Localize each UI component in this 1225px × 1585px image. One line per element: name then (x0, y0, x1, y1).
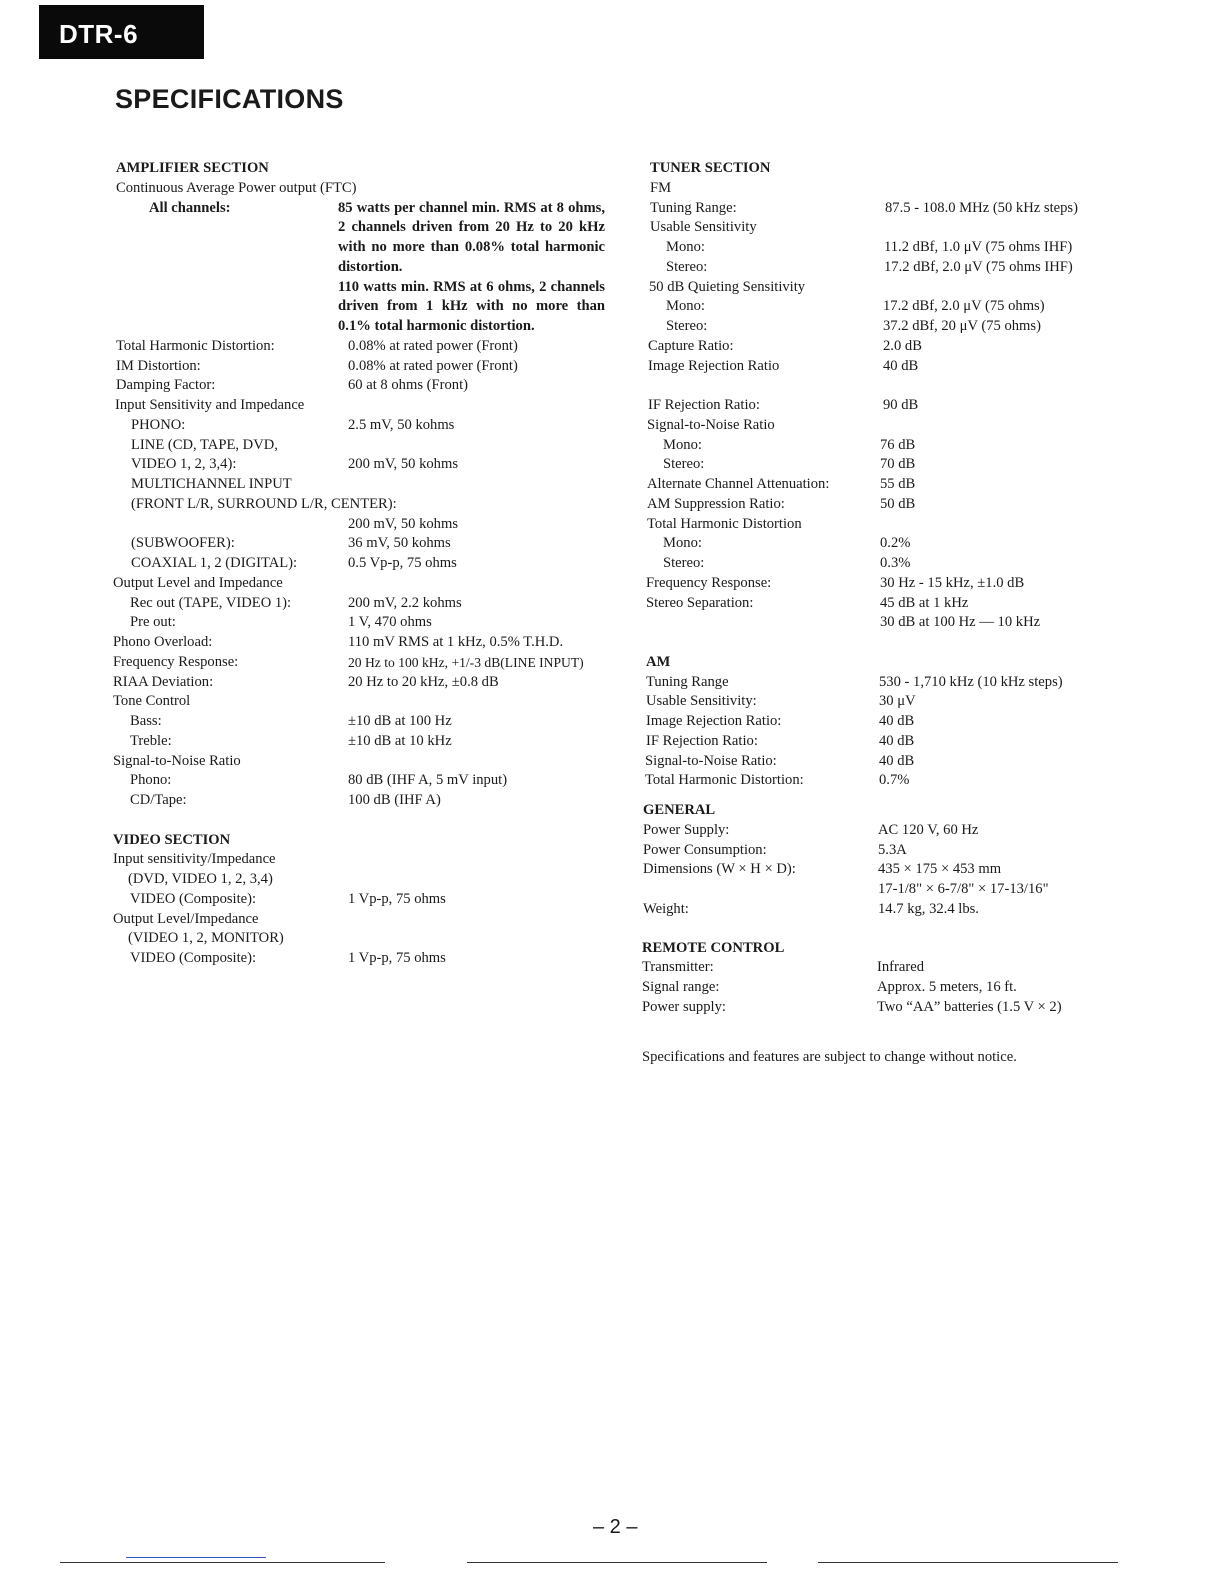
quieting-label: 50 dB Quieting Sensitivity (649, 278, 806, 295)
spec-row (643, 821, 1116, 841)
coaxial-label: COAXIAL 1, 2 (DIGITAL): (131, 555, 298, 571)
signal-range-value: Approx. 5 meters, 16 ft. (877, 979, 1017, 995)
spec-row (113, 416, 613, 436)
am-heading: AM (646, 653, 671, 670)
spec-row (646, 534, 1116, 554)
power-supply-value: AC 120 V, 60 Hz (878, 821, 979, 838)
tuner-snr-mono-value: 76 dB (880, 436, 916, 453)
tuner-snr-stereo-value: 70 dB (880, 456, 916, 473)
left-column (113, 159, 613, 969)
remote-heading: REMOTE CONTROL (642, 939, 785, 956)
spec-row (646, 317, 1116, 337)
am-suppression-value: 50 dB (880, 495, 916, 512)
spec-row (642, 978, 1116, 998)
spec-row (646, 199, 1116, 219)
spec-row (646, 436, 1116, 456)
amplifier-heading-row (113, 159, 613, 179)
spec-row (113, 455, 613, 475)
spec-row (113, 653, 613, 673)
remote-heading-row (642, 939, 1116, 959)
spec-row (113, 376, 613, 396)
spec-row (646, 416, 1116, 436)
tuner-heading-row (646, 159, 1116, 179)
snr-label: Signal-to-Noise Ratio (113, 752, 241, 769)
spec-row (646, 880, 1116, 900)
spec-row (646, 732, 1116, 752)
weight-label: Weight: (643, 900, 689, 917)
line-label: LINE (CD, TAPE, DVD, (131, 436, 278, 453)
phono-label: PHONO: (131, 416, 186, 433)
spec-row (113, 337, 613, 357)
spec-row (646, 594, 1116, 614)
spec-row (646, 613, 1116, 633)
fm-tuning-range-label: Tuning Range: (650, 199, 737, 216)
video-heading-row (113, 831, 613, 851)
spec-row (646, 297, 1116, 317)
subwoofer-label: (SUBWOOFER): (131, 535, 235, 552)
tuner-freq-value: 30 Hz - 15 kHz, ±1.0 dB (880, 574, 1025, 591)
alt-channel-label: Alternate Channel Attenuation: (647, 476, 830, 492)
spec-row (113, 870, 613, 890)
remote-power-label: Power supply: (642, 998, 726, 1015)
footer-rule (60, 1562, 385, 1563)
spec-row (113, 357, 613, 377)
am-heading-row (646, 653, 1116, 673)
treble-value: ±10 dB at 10 kHz (348, 732, 452, 749)
spec-row (113, 396, 613, 416)
phono-overload-value: 110 mV RMS at 1 kHz, 0.5% T.H.D. (348, 634, 564, 650)
tuner-thd-mono-value: 0.2% (880, 535, 911, 552)
spec-row (113, 534, 613, 554)
thd-label: Total Harmonic Distortion: (116, 337, 275, 354)
freq-response-value: 20 Hz to 100 kHz, +1/-3 dB(LINE INPUT) (348, 654, 584, 670)
stereo-separation-label: Stereo Separation: (646, 594, 754, 611)
phono-overload-label: Phono Overload: (113, 634, 213, 650)
spec-row (113, 594, 613, 614)
dimensions-label: Dimensions (W × H × D): (643, 861, 796, 878)
tuner-snr-mono-label: Mono: (663, 436, 702, 453)
spec-row (646, 337, 1116, 357)
tuner-thd-stereo-value: 0.3% (880, 555, 911, 571)
power-output-label: Continuous Average Power output (FTC) (116, 179, 357, 196)
am-tuning-range-value: 530 - 1,710 kHz (10 kHz steps) (879, 673, 1063, 690)
dimensions-value-imperial: 17-1/8" × 6-7/8" × 17-13/16" (878, 881, 1049, 897)
am-image-value: 40 dB (879, 713, 915, 729)
tuner-snr-label: Signal-to-Noise Ratio (647, 416, 775, 433)
rec-out-label: Rec out (TAPE, VIDEO 1): (130, 594, 292, 611)
video-input-value: 200 mV, 50 kohms (348, 456, 459, 473)
spec-row (113, 554, 613, 574)
tuner-thd-label: Total Harmonic Distortion (647, 515, 802, 532)
am-usable-value: 30 μV (879, 693, 916, 710)
page-title: SPECIFICATIONS (115, 84, 344, 114)
spec-row (643, 900, 1116, 920)
spec-row (646, 278, 1116, 298)
front-surround-label: (FRONT L/R, SURROUND L/R, CENTER): (131, 495, 397, 512)
power-spec-block (113, 199, 613, 337)
signal-range-label: Signal range: (642, 979, 720, 995)
capture-ratio-value: 2.0 dB (883, 337, 922, 354)
weight-value: 14.7 kg, 32.4 lbs. (878, 900, 979, 917)
coaxial-value: 0.5 Vp-p, 75 ohms (348, 555, 457, 571)
snr-cd-label: CD/Tape: (130, 792, 187, 808)
rec-out-value: 200 mV, 2.2 kohms (348, 594, 462, 611)
spec-row (646, 692, 1116, 712)
alt-channel-value: 55 dB (880, 476, 916, 492)
spec-row (113, 475, 613, 495)
imd-label: IM Distortion: (116, 357, 201, 374)
power-consumption-value: 5.3A (878, 841, 907, 858)
front-surround-value: 200 mV, 50 kohms (348, 515, 459, 532)
spec-row (113, 574, 613, 594)
power-rating-85w: 85 watts per channel min. RMS at 8 ohms, 2 channels driven from 20 Hz to 20 kHz with no more than 0.08% total harmonic distortion. (338, 199, 605, 275)
bass-label: Bass: (130, 713, 162, 729)
fm-tuning-range-value: 87.5 - 108.0 MHz (50 kHz steps) (885, 199, 1078, 216)
spec-row (113, 949, 613, 969)
video-input-sensitivity-label: Input sensitivity/Impedance (113, 851, 276, 868)
fm-label: FM (650, 179, 672, 196)
dimensions-value-metric: 435 × 175 × 453 mm (878, 861, 1002, 878)
image-rejection-label: Image Rejection Ratio (648, 357, 780, 374)
spec-row (113, 436, 613, 456)
am-tuning-range-label: Tuning Range (646, 673, 729, 690)
spec-row (646, 574, 1116, 594)
spec-row (113, 495, 613, 515)
general-heading-row (643, 801, 1116, 821)
tuner-thd-mono-label: Mono: (663, 535, 702, 552)
stereo-separation-value-1: 45 dB at 1 kHz (880, 594, 969, 611)
video-output-label: Output Level/Impedance (113, 910, 259, 927)
spec-row (646, 258, 1116, 278)
if-rejection-value: 90 dB (883, 397, 919, 413)
video-input-composite-label: VIDEO (Composite): (130, 890, 257, 907)
power-rating-text (338, 199, 605, 337)
spec-row (113, 752, 613, 772)
spec-row (646, 455, 1116, 475)
thd-value: 0.08% at rated power (Front) (348, 337, 518, 354)
tuner-heading: TUNER SECTION (650, 160, 771, 176)
page-number: – 2 – (593, 1516, 638, 1538)
quieting-mono-label: Mono: (666, 298, 705, 315)
riaa-label: RIAA Deviation: (113, 673, 214, 690)
phono-value: 2.5 mV, 50 kohms (348, 416, 455, 433)
tuner-thd-stereo-label: Stereo: (663, 555, 705, 571)
output-level-label: Output Level and Impedance (113, 574, 283, 591)
video-input-sources: (DVD, VIDEO 1, 2, 3,4) (128, 871, 273, 887)
transmitter-label: Transmitter: (642, 959, 714, 976)
spec-row (113, 929, 613, 949)
spec-row (113, 910, 613, 930)
video-output-sources: (VIDEO 1, 2, MONITOR) (128, 930, 284, 947)
am-thd-value: 0.7% (879, 772, 910, 789)
general-heading: GENERAL (643, 802, 716, 818)
treble-label: Treble: (130, 732, 172, 749)
spec-row (113, 673, 613, 693)
quieting-stereo-label: Stereo: (666, 318, 708, 334)
usable-mono-label: Mono: (666, 239, 705, 255)
am-if-value: 40 dB (879, 732, 915, 749)
am-usable-label: Usable Sensitivity: (646, 693, 757, 710)
spec-row (113, 791, 613, 811)
footer-rule (467, 1562, 767, 1563)
spec-row (113, 850, 613, 870)
footer-link-underline (126, 1557, 266, 1558)
spec-row (113, 732, 613, 752)
tuner-freq-label: Frequency Response: (646, 574, 772, 591)
spec-row (646, 554, 1116, 574)
imd-value: 0.08% at rated power (Front) (348, 357, 518, 374)
am-snr-label: Signal-to-Noise Ratio: (645, 752, 777, 769)
spec-row (646, 179, 1116, 199)
input-sensitivity-label: Input Sensitivity and Impedance (115, 397, 305, 413)
power-output-row (113, 179, 613, 199)
usable-mono-value: 11.2 dBf, 1.0 μV (75 ohms IHF) (884, 239, 1073, 255)
spec-row (646, 238, 1116, 258)
damping-label: Damping Factor: (116, 377, 216, 394)
model-name: DTR-6 (59, 19, 139, 49)
snr-phono-value: 80 dB (IHF A, 5 mV input) (348, 772, 508, 789)
power-rating-110w: 110 watts min. RMS at 6 ohms, 2 channels driven from 1 kHz with no more than 0.1% total harmonic distortion. (338, 278, 605, 334)
power-supply-label: Power Supply: (643, 821, 730, 838)
usable-sensitivity-label: Usable Sensitivity (650, 219, 757, 236)
spec-row (113, 515, 613, 535)
footer-rule (818, 1562, 1118, 1563)
spec-row (113, 890, 613, 910)
tuner-snr-stereo-label: Stereo: (663, 456, 705, 473)
spec-row (113, 692, 613, 712)
spec-row (646, 673, 1116, 693)
pre-out-label: Pre out: (130, 614, 176, 631)
right-column (642, 159, 1116, 1018)
transmitter-value: Infrared (877, 959, 924, 976)
spec-row (646, 396, 1116, 416)
model-badge (39, 5, 204, 59)
bass-value: ±10 dB at 100 Hz (348, 713, 452, 729)
snr-phono-label: Phono: (130, 772, 172, 789)
spec-row (646, 712, 1116, 732)
video-heading: VIDEO SECTION (113, 831, 231, 848)
pre-out-value: 1 V, 470 ohms (348, 614, 432, 631)
riaa-value: 20 Hz to 20 kHz, ±0.8 dB (348, 673, 499, 690)
spec-row (646, 752, 1116, 772)
multichannel-label: MULTICHANNEL INPUT (131, 476, 292, 492)
damping-value: 60 at 8 ohms (Front) (348, 377, 468, 394)
spec-row (646, 218, 1116, 238)
stereo-separation-value-2: 30 dB at 100 Hz — 10 kHz (880, 614, 1041, 631)
video-input-composite-value: 1 Vp-p, 75 ohms (348, 890, 446, 907)
usable-stereo-label: Stereo: (666, 258, 708, 275)
change-notice: Specifications and features are subject to change without notice. (642, 1049, 1017, 1065)
spec-row (646, 771, 1116, 791)
spec-row (642, 998, 1116, 1018)
spec-row (646, 475, 1116, 495)
all-channels-label: All channels: (149, 199, 231, 216)
spec-row (646, 515, 1116, 535)
video-input-label: VIDEO 1, 2, 3,4): (131, 456, 237, 473)
quieting-stereo-value: 37.2 dBf, 20 μV (75 ohms) (883, 318, 1041, 334)
spec-row (646, 495, 1116, 515)
subwoofer-value: 36 mV, 50 kohms (348, 535, 451, 552)
spec-row (113, 633, 613, 653)
image-rejection-value: 40 dB (883, 357, 919, 374)
quieting-mono-value: 17.2 dBf, 2.0 μV (75 ohms) (883, 298, 1045, 315)
power-consumption-label: Power Consumption: (643, 841, 767, 858)
if-rejection-label: IF Rejection Ratio: (648, 397, 760, 413)
amplifier-heading: AMPLIFIER SECTION (116, 160, 269, 176)
tone-control-label: Tone Control (113, 693, 191, 710)
video-output-composite-value: 1 Vp-p, 75 ohms (348, 950, 446, 966)
spec-row (643, 841, 1116, 861)
spec-row (113, 712, 613, 732)
spec-row (643, 860, 1116, 880)
am-thd-label: Total Harmonic Distortion: (645, 772, 804, 789)
remote-power-value: Two “AA” batteries (1.5 V × 2) (877, 998, 1062, 1015)
spec-row (642, 958, 1116, 978)
spec-row (113, 771, 613, 791)
am-suppression-label: AM Suppression Ratio: (647, 495, 785, 512)
am-image-label: Image Rejection Ratio: (646, 713, 782, 729)
am-snr-value: 40 dB (879, 752, 915, 769)
freq-response-label: Frequency Response: (113, 653, 239, 670)
spec-row (113, 613, 613, 633)
video-output-composite-label: VIDEO (Composite): (130, 950, 257, 966)
am-if-label: IF Rejection Ratio: (646, 732, 758, 749)
snr-cd-value: 100 dB (IHF A) (348, 792, 441, 808)
capture-ratio-label: Capture Ratio: (648, 337, 734, 354)
spec-row (646, 357, 1116, 377)
usable-stereo-value: 17.2 dBf, 2.0 μV (75 ohms IHF) (884, 258, 1073, 275)
